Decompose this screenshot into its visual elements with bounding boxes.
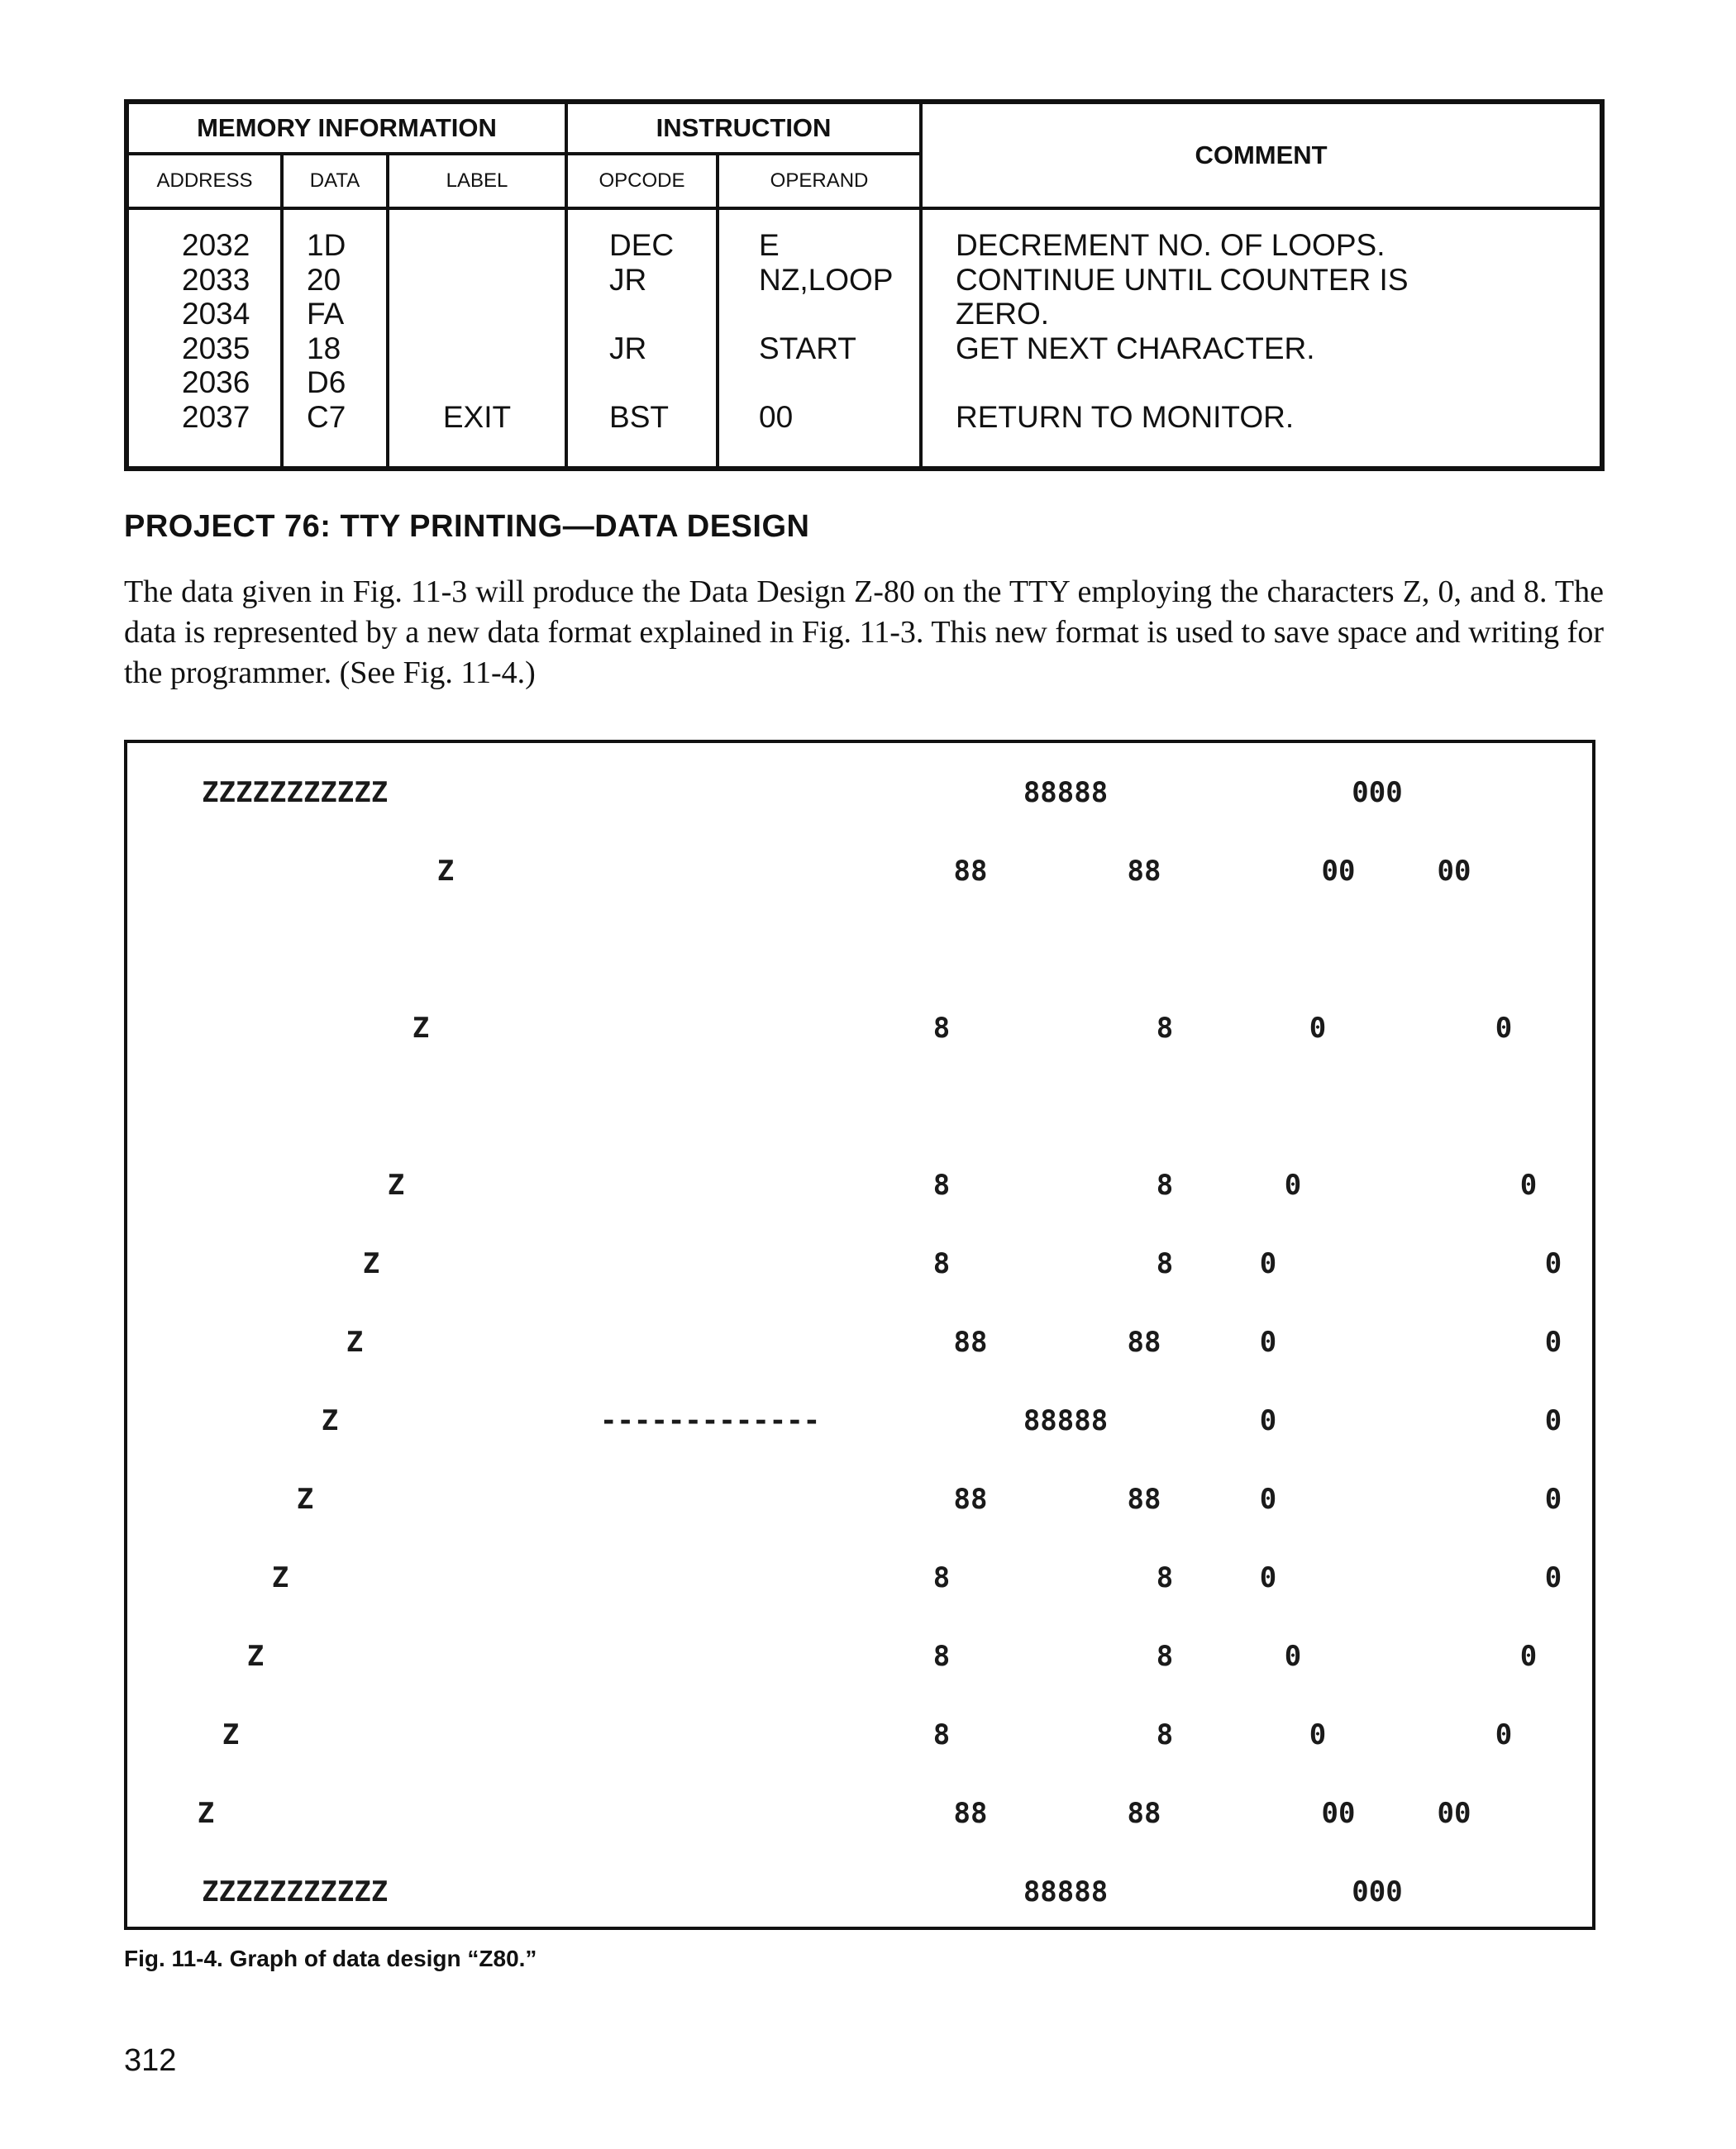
z-glyph: Z (271, 1561, 289, 1594)
eight-glyph: 8 (1156, 1247, 1174, 1280)
eight-glyph: 88 (953, 1797, 988, 1830)
cell-comment: CONTINUE UNTIL COUNTER IS (956, 262, 1409, 297)
z-glyph: ZZZZZZZZZZZ (202, 1875, 389, 1908)
eight-glyph: 8 (932, 1640, 951, 1673)
eight-glyph: 8 (932, 1561, 951, 1594)
program-table (124, 99, 1605, 471)
cell-data: FA (307, 297, 345, 331)
cell-opcode: JR (609, 262, 647, 297)
comment-column (921, 208, 1602, 469)
zero-glyph: 00 (1437, 1797, 1471, 1830)
dash-line: ------------- (599, 1404, 821, 1437)
cell-operand: E (759, 228, 780, 262)
operand-header: OPERAND (718, 154, 921, 208)
eight-glyph: 8 (932, 1012, 951, 1045)
zero-glyph: 0 (1309, 1012, 1327, 1045)
zero-glyph: 0 (1519, 1640, 1538, 1673)
opcode-header: OPCODE (566, 154, 718, 208)
comment-header: COMMENT (921, 102, 1602, 208)
eight-glyph: 8 (932, 1169, 951, 1202)
zero-glyph: 0 (1284, 1640, 1302, 1673)
eight-glyph: 8 (1156, 1640, 1174, 1673)
eight-glyph: 8 (1156, 1718, 1174, 1751)
cell-operand: NZ,LOOP (759, 262, 894, 297)
zero-glyph: 0 (1495, 1718, 1513, 1751)
zero-glyph: 00 (1437, 855, 1471, 888)
instruction-header: INSTRUCTION (566, 102, 921, 154)
page-number: 312 (124, 2043, 177, 2078)
eight-glyph: 88 (953, 1483, 988, 1516)
table-body-row (126, 208, 1602, 469)
z-glyph: ZZZZZZZZZZZ (202, 776, 389, 809)
cell-label (389, 365, 565, 400)
cell-comment: RETURN TO MONITOR. (956, 399, 1295, 434)
cell-label (389, 263, 565, 298)
data-header: DATA (282, 154, 388, 208)
eight-glyph: 8 (1156, 1169, 1174, 1202)
data-column (282, 208, 388, 469)
cell-address: 2033 (182, 262, 250, 297)
eight-glyph: 8 (1156, 1561, 1174, 1594)
eight-glyph: 8 (1156, 1012, 1174, 1045)
zero-glyph: 0 (1519, 1169, 1538, 1202)
z-glyph: Z (222, 1718, 240, 1751)
zero-glyph: 0 (1259, 1483, 1277, 1516)
cell-label: EXIT (442, 399, 512, 434)
cell-comment: DECREMENT NO. OF LOOPS. (956, 228, 1385, 262)
cell-operand: 00 (759, 399, 794, 434)
zero-glyph: 0 (1544, 1483, 1562, 1516)
eight-glyph: 88888 (1023, 1404, 1109, 1437)
eight-glyph: 88 (1127, 1483, 1161, 1516)
zero-glyph: 0 (1259, 1561, 1277, 1594)
cell-label (389, 228, 565, 263)
zero-glyph: 0 (1259, 1404, 1277, 1437)
cell-operand: START (759, 331, 856, 365)
eight-glyph: 88 (1127, 1326, 1161, 1359)
memory-information-header: MEMORY INFORMATION (126, 102, 566, 154)
zero-glyph: 00 (1321, 855, 1356, 888)
cell-data: 18 (307, 331, 341, 365)
cell-address: 2035 (182, 331, 250, 365)
address-header: ADDRESS (126, 154, 282, 208)
opcode-column (566, 208, 718, 469)
cell-address: 2036 (182, 365, 250, 399)
eight-glyph: 88 (953, 855, 988, 888)
cell-opcode (609, 365, 716, 400)
cell-data: 20 (307, 262, 341, 297)
cell-address: 2037 (182, 399, 250, 434)
cell-opcode: DEC (609, 228, 675, 262)
cell-opcode: BST (609, 399, 669, 434)
z-glyph: Z (321, 1404, 339, 1437)
intro-paragraph: The data given in Fig. 11-3 will produce the Data Design Z-80 on the TTY employing the characters Z, 0, and 8. The data is represented by a new data format explained in Fig. 11-3. This new format is used to save space and writing for the programmer. (See Fig. 11-4.) (124, 574, 1604, 690)
label-column (388, 208, 566, 469)
cell-label (389, 331, 565, 366)
zero-glyph: 000 (1352, 776, 1403, 809)
cell-opcode (609, 297, 716, 331)
operand-column (718, 208, 921, 469)
eight-glyph: 88 (1127, 855, 1161, 888)
zero-glyph: 0 (1544, 1326, 1562, 1359)
cell-data: D6 (307, 365, 346, 399)
z-glyph: Z (197, 1797, 215, 1830)
z-glyph: Z (362, 1247, 380, 1280)
cell-comment: ZERO. (956, 297, 1050, 331)
eight-glyph: 88 (953, 1326, 988, 1359)
cell-operand (759, 297, 919, 331)
z-glyph: Z (436, 855, 455, 888)
figure-caption: Fig. 11-4. Graph of data design “Z80.” (124, 1946, 537, 1971)
zero-glyph: 0 (1544, 1404, 1562, 1437)
label-header: LABEL (388, 154, 566, 208)
zero-glyph: 0 (1495, 1012, 1513, 1045)
cell-label (389, 297, 565, 331)
z-glyph: Z (246, 1640, 265, 1673)
zero-glyph: 000 (1352, 1875, 1403, 1908)
eight-glyph: 8 (932, 1247, 951, 1280)
cell-comment (956, 365, 1600, 400)
cell-comment: GET NEXT CHARACTER. (956, 331, 1315, 365)
eight-glyph: 88888 (1023, 776, 1109, 809)
cell-data: 1D (307, 228, 346, 262)
zero-glyph: 0 (1309, 1718, 1327, 1751)
eight-glyph: 88888 (1023, 1875, 1109, 1908)
project-heading: PROJECT 76: TTY PRINTING—DATA DESIGN (124, 509, 810, 544)
z-glyph: Z (387, 1169, 405, 1202)
eight-glyph: 88 (1127, 1797, 1161, 1830)
cell-data: C7 (307, 399, 346, 434)
zero-glyph: 0 (1544, 1247, 1562, 1280)
cell-address: 2034 (182, 297, 250, 331)
zero-glyph: 0 (1544, 1561, 1562, 1594)
zero-glyph: 00 (1321, 1797, 1356, 1830)
z-glyph: Z (412, 1012, 430, 1045)
zero-glyph: 0 (1259, 1326, 1277, 1359)
cell-opcode: JR (609, 331, 647, 365)
zero-glyph: 0 (1284, 1169, 1302, 1202)
zero-glyph: 0 (1259, 1247, 1277, 1280)
cell-address: 2032 (182, 228, 250, 262)
z-glyph: Z (296, 1483, 314, 1516)
eight-glyph: 8 (932, 1718, 951, 1751)
figure-data-design (124, 740, 1595, 1930)
address-column (126, 208, 282, 469)
z-glyph: Z (346, 1326, 364, 1359)
cell-operand (759, 365, 919, 400)
